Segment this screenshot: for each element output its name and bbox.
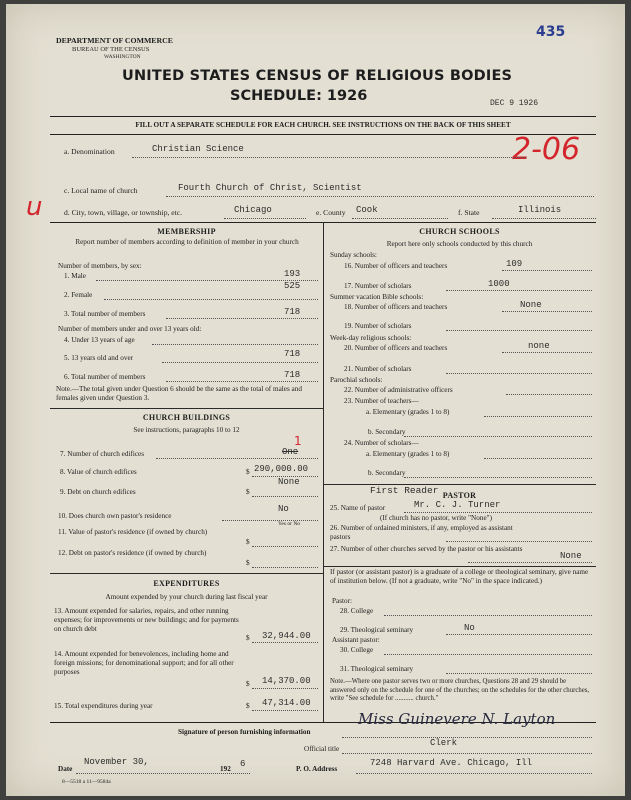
red-margin-mark: u	[26, 192, 43, 222]
denomination-label: a. Denomination	[64, 147, 115, 156]
state-label: f. State	[458, 208, 480, 217]
age-groups-label: Number of members under and over 13 years old:	[58, 325, 202, 333]
q9-label: 9. Debt on church edifices	[60, 488, 136, 496]
sunday-schools-label: Sunday schools:	[330, 251, 377, 259]
yes-no-hint: Yes or No	[278, 521, 301, 527]
department-label: DEPARTMENT OF COMMERCE	[56, 36, 173, 45]
official-title-label: Official title	[304, 745, 340, 753]
q2-label: 2. Female	[64, 291, 93, 299]
q2-value: 525	[284, 281, 301, 291]
q14-value: 14,370.00	[262, 676, 311, 686]
q1-label: 1. Male	[64, 272, 86, 280]
denomination-value: Christian Science	[152, 144, 244, 154]
q12-label: 12. Debt on pastor's residence (if owned by church)	[58, 549, 207, 557]
q19-label: 19. Number of scholars	[344, 322, 412, 330]
q18-value: None	[520, 300, 542, 310]
q24-label: 24. Number of scholars—	[344, 439, 419, 447]
pastor-subheading: Pastor:	[332, 597, 352, 605]
q17-value: 1000	[488, 279, 510, 289]
q18-label: 18. Number of officers and teachers	[344, 303, 448, 311]
q12-dollar: $	[246, 559, 250, 567]
local-name-label: c. Local name of church	[64, 186, 138, 195]
county-value: Cook	[356, 205, 378, 215]
weekday-schools-label: Week-day religious schools:	[330, 334, 412, 342]
q13-value: 32,944.00	[262, 631, 311, 641]
city-value: Chicago	[234, 205, 272, 215]
q26-label: 26. Number of ordained ministers, if any, employed as assistant pastors	[330, 524, 513, 541]
q25-label: 25. Name of pastor	[330, 504, 386, 512]
q15-dollar: $	[246, 702, 250, 710]
q8-label: 8. Value of church edifices	[60, 468, 137, 476]
year-digit: 6	[240, 759, 246, 769]
q15-label: 15. Total expenditures during year	[54, 702, 153, 710]
q15-value: 47,314.00	[262, 698, 311, 708]
q6-value: 718	[284, 370, 301, 380]
buildings-title: CHURCH BUILDINGS	[142, 413, 231, 422]
state-value: Illinois	[518, 205, 562, 215]
q28-label: 28. College	[340, 607, 374, 615]
form-subtitle: SCHEDULE: 1926	[230, 88, 368, 104]
q5-label: 5. 13 years old and over	[64, 354, 134, 362]
q24a-label: a. Elementary (grades 1 to 8)	[366, 450, 450, 458]
schools-intro: Report here only schools conducted by this church	[386, 240, 533, 248]
q10-label: 10. Does church own pastor's residence	[58, 512, 172, 520]
expenditures-title: EXPENDITURES	[153, 579, 220, 588]
q24b-label: b. Secondary	[368, 469, 406, 477]
q23-label: 23. Number of teachers—	[344, 397, 419, 405]
q14-dollar: $	[246, 680, 250, 688]
red-pencil-code: 2-06	[512, 132, 581, 167]
q16-label: 16. Number of officers and teachers	[344, 262, 448, 270]
q21-label: 21. Number of scholars	[344, 365, 412, 373]
local-name-value: Fourth Church of Christ, Scientist	[178, 183, 362, 193]
date-value: November 30,	[84, 757, 149, 767]
county-label: e. County	[316, 208, 346, 217]
q8-dollar: $	[246, 468, 250, 476]
q25-value: Mr. C. J. Turner	[414, 500, 501, 510]
census-schedule-sheet	[6, 4, 625, 796]
q16-value: 109	[506, 259, 523, 269]
q23a-label: a. Elementary (grades 1 to 8)	[366, 408, 450, 416]
handwritten-signature: Miss Guinevere N. Layton	[358, 710, 556, 728]
q29-value: No	[464, 623, 475, 633]
q7-label: 7. Number of church edifices	[60, 450, 145, 458]
year-prefix: 192	[220, 765, 231, 773]
po-address-value: 7248 Harvard Ave. Chicago, Ill	[370, 758, 533, 768]
q23b-label: b. Secondary	[368, 428, 406, 436]
q3-label: 3. Total number of members	[64, 310, 146, 318]
q29-label: 29. Theological seminary	[340, 626, 414, 634]
date-label: Date	[58, 765, 73, 773]
q11-dollar: $	[246, 538, 250, 546]
parochial-schools-label: Parochial schools:	[330, 376, 383, 384]
received-stamp-date: DEC 9 1926	[490, 99, 539, 108]
q25-note: (If church has no pastor, write "None")	[380, 514, 492, 522]
q20-value: none	[528, 341, 550, 351]
city-field-label: d. City, town, village, or township, etc.	[64, 208, 183, 217]
q8-value: 290,000.00	[254, 464, 309, 474]
q30-label: 30. College	[340, 646, 374, 654]
q9-dollar: $	[246, 488, 250, 496]
q4-label: 4. Under 13 years of age	[64, 336, 135, 344]
membership-intro: Report number of members according to definition of member in your church	[75, 238, 299, 246]
bureau-label: BUREAU OF THE CENSUS	[72, 46, 150, 53]
expenditures-intro: Amount expended by your church during last fiscal year	[105, 593, 268, 601]
document-number: 435	[536, 24, 566, 40]
college-instructions: If pastor (or assistant pastor) is a graduate of a college or theological seminary, give name of institution below. (If not a graduate, write "No" in the space indicated.)	[330, 568, 589, 585]
city-label: WASHINGTON	[104, 54, 141, 60]
instructions-banner: FILL OUT A SEPARATE SCHEDULE FOR EACH CHURCH. SEE INSTRUCTIONS ON THE BACK OF THIS SHEET	[135, 121, 511, 129]
po-address-label: P. O. Address	[296, 765, 338, 773]
q10-value: No	[278, 504, 289, 514]
q31-label: 31. Theological seminary	[340, 665, 414, 673]
q7-value: One	[282, 447, 299, 457]
official-title-value: Clerk	[430, 738, 458, 748]
q14-label: 14. Amount expended for benevolences, including home and foreign missions; for denominational support; and for all other purposes	[54, 650, 234, 676]
q7-red-correction: 1	[294, 434, 302, 448]
form-title: UNITED STATES CENSUS OF RELIGIOUS BODIES	[122, 68, 513, 84]
q11-label: 11. Value of pastor's residence (if owned by church)	[58, 528, 208, 536]
pastor-title: PASTOR	[442, 491, 477, 500]
signature-label: Signature of person furnishing information	[178, 728, 311, 736]
schools-title: CHURCH SCHOOLS	[419, 227, 500, 236]
q13-dollar: $	[246, 634, 250, 642]
form-code: 8—5518 a 11—9584a	[62, 779, 111, 785]
q5-value: 718	[284, 349, 301, 359]
vacation-schools-label: Summer vacation Bible schools:	[330, 293, 424, 301]
q9-value: None	[278, 477, 300, 487]
q17-label: 17. Number of scholars	[344, 282, 412, 290]
q13-label: 13. Amount expended for salaries, repairs, and other running expenses; for improvements or new buildings; and for payments on church debt	[54, 607, 239, 633]
q20-label: 20. Number of officers and teachers	[344, 344, 448, 352]
q27-label: 27. Number of other churches served by the pastor or his assistants	[330, 545, 523, 553]
assistant-pastor-subheading: Assistant pastor:	[332, 636, 380, 644]
q22-label: 22. Number of administrative officers	[344, 386, 453, 394]
by-sex-label: Number of members, by sex:	[58, 262, 142, 270]
membership-title: MEMBERSHIP	[157, 227, 216, 236]
membership-note: Note.—The total given under Question 6 should be the same as the total of males and females given under Question 3.	[56, 385, 302, 402]
q27-value: None	[560, 551, 582, 561]
q3-value: 718	[284, 307, 301, 317]
q25-first-reader: First Reader	[370, 485, 439, 496]
q1-value: 193	[284, 269, 301, 279]
pastor-note: Note.—Where one pastor serves two or more churches, Questions 28 and 29 should be answered only on the schedule for one of the churches; on the schedules for the other churches, write "See schedule for ........... church."	[330, 678, 590, 702]
buildings-intro: See instructions, paragraphs 10 to 12	[133, 426, 240, 434]
q6-label: 6. Total number of members	[64, 373, 146, 381]
